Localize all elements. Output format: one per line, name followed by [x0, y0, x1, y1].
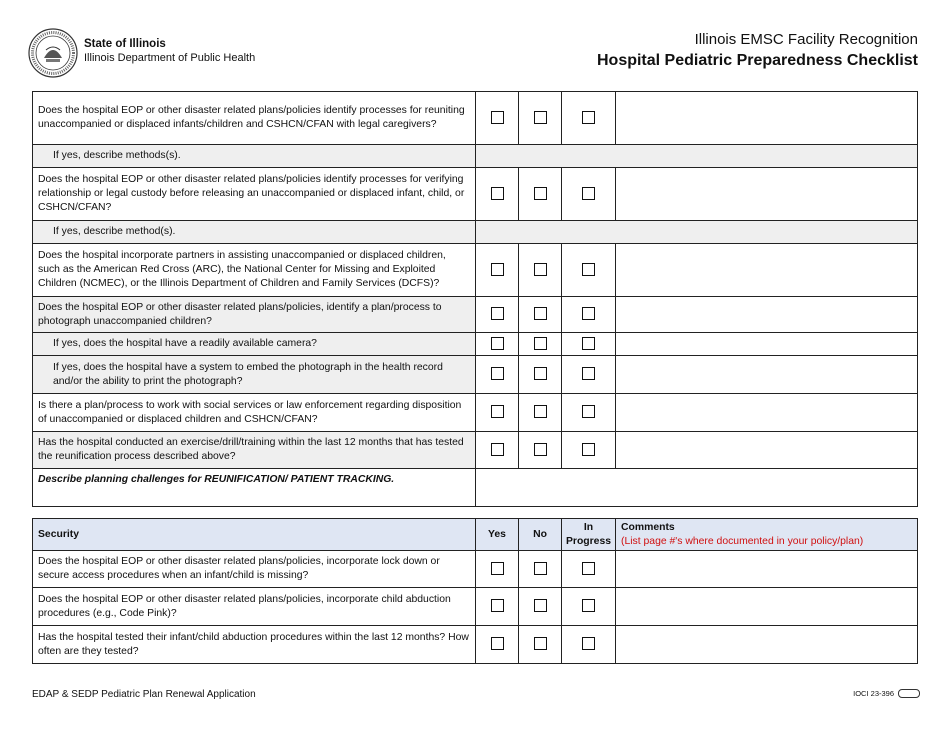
- in-progress-checkbox[interactable]: [582, 443, 595, 456]
- question-text: Does the hospital EOP or other disaster related plans/policies, incorporate lock down or secure access procedures when an infant/child is missing?: [33, 551, 476, 588]
- question-text: Does the hospital incorporate partners in assisting unaccompanied or displaced children, such as the American Red Cross (ARC), the National Center for Missing and Exploited Children (NCMEC), or the Illinois Department of Children and Family Services (DCFS)?: [33, 244, 476, 297]
- state-seal-icon: [28, 28, 78, 78]
- table-row: [33, 588, 918, 626]
- comments-cell[interactable]: [616, 244, 918, 297]
- yes-checkbox[interactable]: [491, 637, 504, 650]
- yes-checkbox[interactable]: [491, 599, 504, 612]
- question-text: Does the hospital EOP or other disaster related plans/policies, identify a plan/process to photograph unaccompanied children?: [33, 297, 476, 333]
- no-checkbox[interactable]: [534, 562, 547, 575]
- table-row: [33, 244, 918, 297]
- sub-question-text: If yes, describe methods(s).: [33, 145, 476, 168]
- no-checkbox[interactable]: [534, 443, 547, 456]
- in-progress-checkbox[interactable]: [582, 637, 595, 650]
- table-row: [33, 626, 918, 664]
- yes-checkbox[interactable]: [491, 562, 504, 575]
- question-text: Does the hospital EOP or other disaster related plans/policies identify processes for verifying relationship or legal custody before releasing an unaccompanied or displaced infant, child, or CSHCN/CFAN?: [33, 168, 476, 221]
- document-titles: [597, 30, 918, 72]
- in-progress-checkbox[interactable]: [582, 307, 595, 320]
- yes-checkbox[interactable]: [491, 263, 504, 276]
- comments-cell[interactable]: [616, 588, 918, 626]
- page-header: [0, 0, 950, 90]
- no-checkbox[interactable]: [534, 187, 547, 200]
- yes-checkbox[interactable]: [491, 187, 504, 200]
- table-row: [33, 333, 918, 356]
- yes-checkbox[interactable]: [491, 443, 504, 456]
- agency-line-2: Illinois Department of Public Health: [84, 52, 256, 64]
- yes-checkbox[interactable]: [491, 111, 504, 124]
- printer-logo-icon: [898, 689, 920, 698]
- yes-checkbox[interactable]: [491, 307, 504, 320]
- table-row: [33, 356, 918, 394]
- comments-cell[interactable]: [616, 333, 918, 356]
- reunification-table: [32, 91, 918, 507]
- table-row: [33, 394, 918, 432]
- in-progress-checkbox[interactable]: [582, 599, 595, 612]
- security-table: [32, 518, 918, 664]
- table-row: [33, 432, 918, 469]
- security-header-row: [33, 519, 918, 551]
- question-text: Is there a plan/process to work with social services or law enforcement regarding disposition of unaccompanied or displaced children and CSHCN/CFAN?: [33, 394, 476, 432]
- in-progress-checkbox[interactable]: [582, 111, 595, 124]
- question-text: Has the hospital tested their infant/child abduction procedures within the last 12 months? How often are they tested?: [33, 626, 476, 664]
- table-row: [33, 168, 918, 221]
- comments-heading: Comments: [621, 521, 675, 533]
- agency-name: [84, 37, 255, 65]
- comments-cell[interactable]: [616, 551, 918, 588]
- comments-cell[interactable]: [616, 432, 918, 469]
- comments-cell[interactable]: [616, 626, 918, 664]
- no-checkbox[interactable]: [534, 307, 547, 320]
- no-checkbox[interactable]: [534, 111, 547, 124]
- no-checkbox[interactable]: [534, 405, 547, 418]
- col-yes: Yes: [476, 519, 519, 551]
- no-checkbox[interactable]: [534, 599, 547, 612]
- in-progress-checkbox[interactable]: [582, 263, 595, 276]
- in-progress-checkbox[interactable]: [582, 367, 595, 380]
- sub-question-text: If yes, describe method(s).: [33, 221, 476, 244]
- col-comments: [616, 519, 918, 551]
- comments-cell[interactable]: [616, 297, 918, 333]
- col-no: No: [519, 519, 562, 551]
- section-label: Security: [33, 519, 476, 551]
- agency-line-1: State of Illinois: [84, 38, 166, 50]
- question-text: Does the hospital EOP or other disaster related plans/policies identify processes for reuniting unaccompanied or displaced infants/children and CSHCN/CFAN with legal caregivers?: [33, 92, 476, 145]
- sub-question-text: If yes, does the hospital have a readily available camera?: [33, 333, 476, 356]
- comments-cell[interactable]: [616, 394, 918, 432]
- checklist-title: Hospital Pediatric Preparedness Checklist: [596, 52, 918, 69]
- describe-field[interactable]: [476, 221, 918, 244]
- challenges-label: Describe planning challenges for REUNIFICATION/ PATIENT TRACKING.: [38, 474, 395, 485]
- question-text: Does the hospital EOP or other disaster related plans/policies, incorporate child abduction procedures (e.g., Code Pink)?: [33, 588, 476, 626]
- table-row: [33, 145, 918, 168]
- yes-checkbox[interactable]: [491, 405, 504, 418]
- program-title: Illinois EMSC Facility Recognition: [694, 31, 918, 48]
- form-number: IOCI 23-396: [853, 689, 894, 698]
- in-progress-checkbox[interactable]: [582, 562, 595, 575]
- footer-form-number: [853, 689, 920, 698]
- sub-question-text: If yes, does the hospital have a system to embed the photograph in the health record and/or the ability to print the photograph?: [33, 356, 476, 394]
- no-checkbox[interactable]: [534, 263, 547, 276]
- comments-cell[interactable]: [616, 356, 918, 394]
- comments-note: (List page #'s where documented in your policy/plan): [621, 535, 864, 547]
- comments-cell[interactable]: [616, 92, 918, 145]
- col-in-progress: In Progress: [562, 519, 616, 551]
- table-row: [33, 92, 918, 145]
- yes-checkbox[interactable]: [491, 337, 504, 350]
- no-checkbox[interactable]: [534, 337, 547, 350]
- describe-field[interactable]: [476, 145, 918, 168]
- question-text: Has the hospital conducted an exercise/drill/training within the last 12 months that has tested the reunification process described above?: [33, 432, 476, 469]
- in-progress-checkbox[interactable]: [582, 405, 595, 418]
- table-row: [33, 551, 918, 588]
- in-progress-checkbox[interactable]: [582, 187, 595, 200]
- no-checkbox[interactable]: [534, 367, 547, 380]
- yes-checkbox[interactable]: [491, 367, 504, 380]
- comments-cell[interactable]: [616, 168, 918, 221]
- table-row: [33, 469, 918, 507]
- table-row: [33, 221, 918, 244]
- challenges-field[interactable]: [476, 469, 918, 507]
- footer-application-name: EDAP & SEDP Pediatric Plan Renewal Application: [32, 689, 256, 700]
- table-row: [33, 297, 918, 333]
- no-checkbox[interactable]: [534, 637, 547, 650]
- challenges-prompt: [33, 469, 476, 507]
- in-progress-checkbox[interactable]: [582, 337, 595, 350]
